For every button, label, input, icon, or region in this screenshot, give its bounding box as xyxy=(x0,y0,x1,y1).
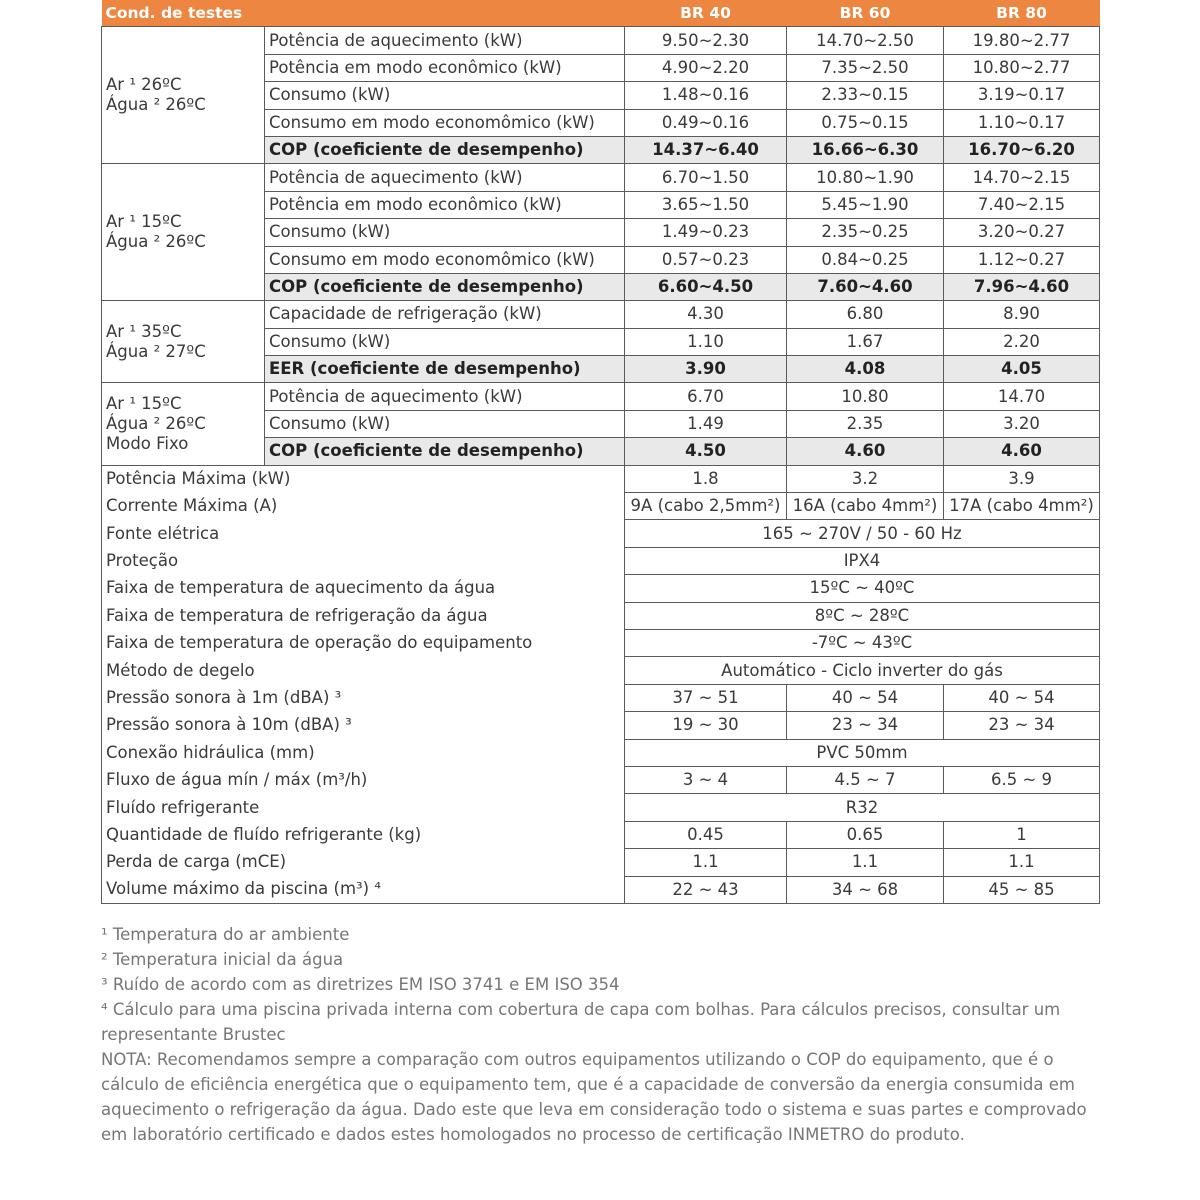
model-value: 9A (cabo 2,5mm²) xyxy=(625,493,787,520)
model-value: 6.5 ~ 9 xyxy=(944,766,1100,793)
shared-value: R32 xyxy=(625,794,1100,821)
model-value: 45 ~ 85 xyxy=(944,876,1100,903)
shared-value: 165 ~ 270V / 50 - 60 Hz xyxy=(625,520,1100,547)
model-value: 0.75~0.15 xyxy=(787,109,944,136)
general-spec-row xyxy=(102,684,1100,711)
parameter-label: Fonte elétrica xyxy=(102,520,625,547)
model-header: BR 40 xyxy=(625,0,787,27)
test-condition-line: Ar ¹ 35ºC xyxy=(106,321,182,341)
shared-value: 8ºC ~ 28ºC xyxy=(625,602,1100,629)
model-value: 1.1 xyxy=(944,849,1100,876)
footnote: ¹ Temperatura do ar ambiente xyxy=(101,925,350,944)
spec-row xyxy=(102,383,1100,410)
model-value: 1.1 xyxy=(787,849,944,876)
shared-value: PVC 50mm xyxy=(625,739,1100,766)
model-value: 1.49~0.23 xyxy=(625,219,787,246)
model-value: 2.35 xyxy=(787,410,944,437)
model-value: 1 xyxy=(944,821,1100,848)
shared-value: -7ºC ~ 43ºC xyxy=(625,629,1100,656)
test-condition-cell xyxy=(102,27,265,164)
model-value: 4.60 xyxy=(787,438,944,465)
header-row xyxy=(102,0,1100,27)
test-condition-line: Água ² 26ºC xyxy=(106,232,206,252)
general-spec-row xyxy=(102,657,1100,684)
test-condition-cell xyxy=(102,301,265,383)
general-spec-row xyxy=(102,575,1100,602)
model-value: 3.19~0.17 xyxy=(944,82,1100,109)
model-value: 3.65~1.50 xyxy=(625,191,787,218)
parameter-label: Faixa de temperatura de operação do equipamento xyxy=(102,629,625,656)
parameter-label: Pressão sonora à 10m (dBA) ³ xyxy=(102,712,625,739)
footnote: ⁴ Cálculo para uma piscina privada interna com cobertura de capa com bolhas. Para cálculos precisos, consultar um representante Brustec xyxy=(101,1000,1061,1044)
note-paragraph: NOTA: Recomendamos sempre a comparação com outros equipamentos utilizando o COP do equipamento, que é o cálculo de eficiência energética que o equipamento tem, que é a capacidade de conversão da energia consumida em aquecimento o refrigeração da água. Dado este que leva em consideração todo o sistema e suas partes e comprovado em laboratório certificado e dados estes homologados no processo de certificação INMETRO do produto. xyxy=(101,1050,1087,1144)
model-value: 4.5 ~ 7 xyxy=(787,766,944,793)
model-value: 6.70~1.50 xyxy=(625,164,787,191)
shared-value: IPX4 xyxy=(625,547,1100,574)
model-value: 4.50 xyxy=(625,438,787,465)
general-spec-row xyxy=(102,547,1100,574)
test-condition-line: Água ² 27ºC xyxy=(106,341,206,361)
footnote: ² Temperatura inicial da água xyxy=(101,950,344,969)
model-value: 4.05 xyxy=(944,356,1100,383)
model-value: 23 ~ 34 xyxy=(944,712,1100,739)
model-value: 6.60~4.50 xyxy=(625,273,787,300)
test-condition-line: Água ² 26ºC xyxy=(106,95,206,115)
model-value: 1.1 xyxy=(625,849,787,876)
model-value: 6.80 xyxy=(787,301,944,328)
parameter-label: Consumo (kW) xyxy=(265,410,625,437)
model-value: 3.20 xyxy=(944,410,1100,437)
model-value: 16.66~6.30 xyxy=(787,136,944,163)
model-value: 3 ~ 4 xyxy=(625,766,787,793)
model-value: 19 ~ 30 xyxy=(625,712,787,739)
model-value: 7.96~4.60 xyxy=(944,273,1100,300)
model-value: 17A (cabo 4mm²) xyxy=(944,493,1100,520)
spec-row xyxy=(102,301,1100,328)
parameter-label: Método de degelo xyxy=(102,657,625,684)
model-value: 4.30 xyxy=(625,301,787,328)
model-value: 16A (cabo 4mm²) xyxy=(787,493,944,520)
model-value: 1.48~0.16 xyxy=(625,82,787,109)
model-value: 14.37~6.40 xyxy=(625,136,787,163)
model-value: 14.70 xyxy=(944,383,1100,410)
spec-row xyxy=(102,27,1100,54)
parameter-label: Perda de carga (mCE) xyxy=(102,849,625,876)
general-spec-row xyxy=(102,876,1100,903)
model-value: 2.35~0.25 xyxy=(787,219,944,246)
model-value: 1.12~0.27 xyxy=(944,246,1100,273)
model-value: 10.80~2.77 xyxy=(944,54,1100,81)
model-value: 0.57~0.23 xyxy=(625,246,787,273)
parameter-label: Volume máximo da piscina (m³) ⁴ xyxy=(102,876,625,903)
spec-table-body xyxy=(102,0,1100,903)
general-spec-row xyxy=(102,794,1100,821)
parameter-label: Conexão hidráulica (mm) xyxy=(102,739,625,766)
model-value: 40 ~ 54 xyxy=(787,684,944,711)
parameter-label: Faixa de temperatura de refrigeração da água xyxy=(102,602,625,629)
model-value: 3.2 xyxy=(787,465,944,492)
parameter-label: Potência de aquecimento (kW) xyxy=(265,383,625,410)
parameter-label: Capacidade de refrigeração (kW) xyxy=(265,301,625,328)
model-value: 2.20 xyxy=(944,328,1100,355)
general-spec-row xyxy=(102,465,1100,492)
general-spec-row xyxy=(102,821,1100,848)
parameter-label: Consumo em modo economômico (kW) xyxy=(265,109,625,136)
model-value: 1.10 xyxy=(625,328,787,355)
model-value: 1.67 xyxy=(787,328,944,355)
test-condition-cell xyxy=(102,383,265,465)
footnote: ³ Ruído de acordo com as diretrizes EM ISO 3741 e EM ISO 354 xyxy=(101,975,620,994)
spec-sheet xyxy=(101,0,1099,904)
shared-value: 15ºC ~ 40ºC xyxy=(625,575,1100,602)
parameter-label: Proteção xyxy=(102,547,625,574)
model-value: 23 ~ 34 xyxy=(787,712,944,739)
model-header: BR 80 xyxy=(944,0,1100,27)
model-value: 14.70~2.50 xyxy=(787,27,944,54)
parameter-label: Fluxo de água mín / máx (m³/h) xyxy=(102,766,625,793)
model-value: 3.90 xyxy=(625,356,787,383)
test-condition-line: Ar ¹ 15ºC xyxy=(106,394,182,414)
general-spec-row xyxy=(102,766,1100,793)
parameter-label: COP (coeficiente de desempenho) xyxy=(265,438,625,465)
model-value: 4.90~2.20 xyxy=(625,54,787,81)
model-value: 10.80~1.90 xyxy=(787,164,944,191)
parameter-label: Faixa de temperatura de aquecimento da água xyxy=(102,575,625,602)
footnotes xyxy=(101,922,1091,1147)
model-value: 16.70~6.20 xyxy=(944,136,1100,163)
model-value: 10.80 xyxy=(787,383,944,410)
model-value: 14.70~2.15 xyxy=(944,164,1100,191)
general-spec-row xyxy=(102,712,1100,739)
general-spec-row xyxy=(102,520,1100,547)
model-value: 19.80~2.77 xyxy=(944,27,1100,54)
model-value: 0.65 xyxy=(787,821,944,848)
model-value: 1.8 xyxy=(625,465,787,492)
parameter-label: Consumo (kW) xyxy=(265,219,625,246)
parameter-label: Potência em modo econômico (kW) xyxy=(265,191,625,218)
model-value: 0.84~0.25 xyxy=(787,246,944,273)
model-value: 3.9 xyxy=(944,465,1100,492)
parameter-label: Potência de aquecimento (kW) xyxy=(265,164,625,191)
parameter-label: Potência em modo econômico (kW) xyxy=(265,54,625,81)
model-header: BR 60 xyxy=(787,0,944,27)
model-value: 0.45 xyxy=(625,821,787,848)
header-title: Cond. de testes xyxy=(102,0,625,27)
parameter-label: EER (coeficiente de desempenho) xyxy=(265,356,625,383)
parameter-label: Fluído refrigerante xyxy=(102,794,625,821)
general-spec-row xyxy=(102,739,1100,766)
model-value: 22 ~ 43 xyxy=(625,876,787,903)
test-condition-line: Ar ¹ 26ºC xyxy=(106,75,182,95)
model-value: 40 ~ 54 xyxy=(944,684,1100,711)
test-condition-cell xyxy=(102,164,265,301)
model-value: 7.35~2.50 xyxy=(787,54,944,81)
spec-table xyxy=(101,0,1100,904)
model-value: 0.49~0.16 xyxy=(625,109,787,136)
model-value: 7.60~4.60 xyxy=(787,273,944,300)
model-value: 8.90 xyxy=(944,301,1100,328)
shared-value: Automático - Ciclo inverter do gás xyxy=(625,657,1100,684)
model-value: 5.45~1.90 xyxy=(787,191,944,218)
parameter-label: COP (coeficiente de desempenho) xyxy=(265,136,625,163)
model-value: 4.08 xyxy=(787,356,944,383)
model-value: 37 ~ 51 xyxy=(625,684,787,711)
spec-row xyxy=(102,164,1100,191)
test-condition-line: Modo Fixo xyxy=(106,434,189,454)
parameter-label: Consumo em modo economômico (kW) xyxy=(265,246,625,273)
general-spec-row xyxy=(102,602,1100,629)
parameter-label: Potência de aquecimento (kW) xyxy=(265,27,625,54)
model-value: 1.49 xyxy=(625,410,787,437)
parameter-label: Pressão sonora à 1m (dBA) ³ xyxy=(102,684,625,711)
parameter-label: Potência Máxima (kW) xyxy=(102,465,625,492)
model-value: 1.10~0.17 xyxy=(944,109,1100,136)
model-value: 34 ~ 68 xyxy=(787,876,944,903)
parameter-label: Quantidade de fluído refrigerante (kg) xyxy=(102,821,625,848)
parameter-label: COP (coeficiente de desempenho) xyxy=(265,273,625,300)
general-spec-row xyxy=(102,849,1100,876)
model-value: 4.60 xyxy=(944,438,1100,465)
general-spec-row xyxy=(102,629,1100,656)
model-value: 3.20~0.27 xyxy=(944,219,1100,246)
parameter-label: Consumo (kW) xyxy=(265,82,625,109)
model-value: 2.33~0.15 xyxy=(787,82,944,109)
parameter-label: Consumo (kW) xyxy=(265,328,625,355)
parameter-label: Corrente Máxima (A) xyxy=(102,493,625,520)
general-spec-row xyxy=(102,493,1100,520)
model-value: 9.50~2.30 xyxy=(625,27,787,54)
model-value: 7.40~2.15 xyxy=(944,191,1100,218)
model-value: 6.70 xyxy=(625,383,787,410)
test-condition-line: Ar ¹ 15ºC xyxy=(106,212,182,232)
test-condition-line: Água ² 26ºC xyxy=(106,414,206,434)
